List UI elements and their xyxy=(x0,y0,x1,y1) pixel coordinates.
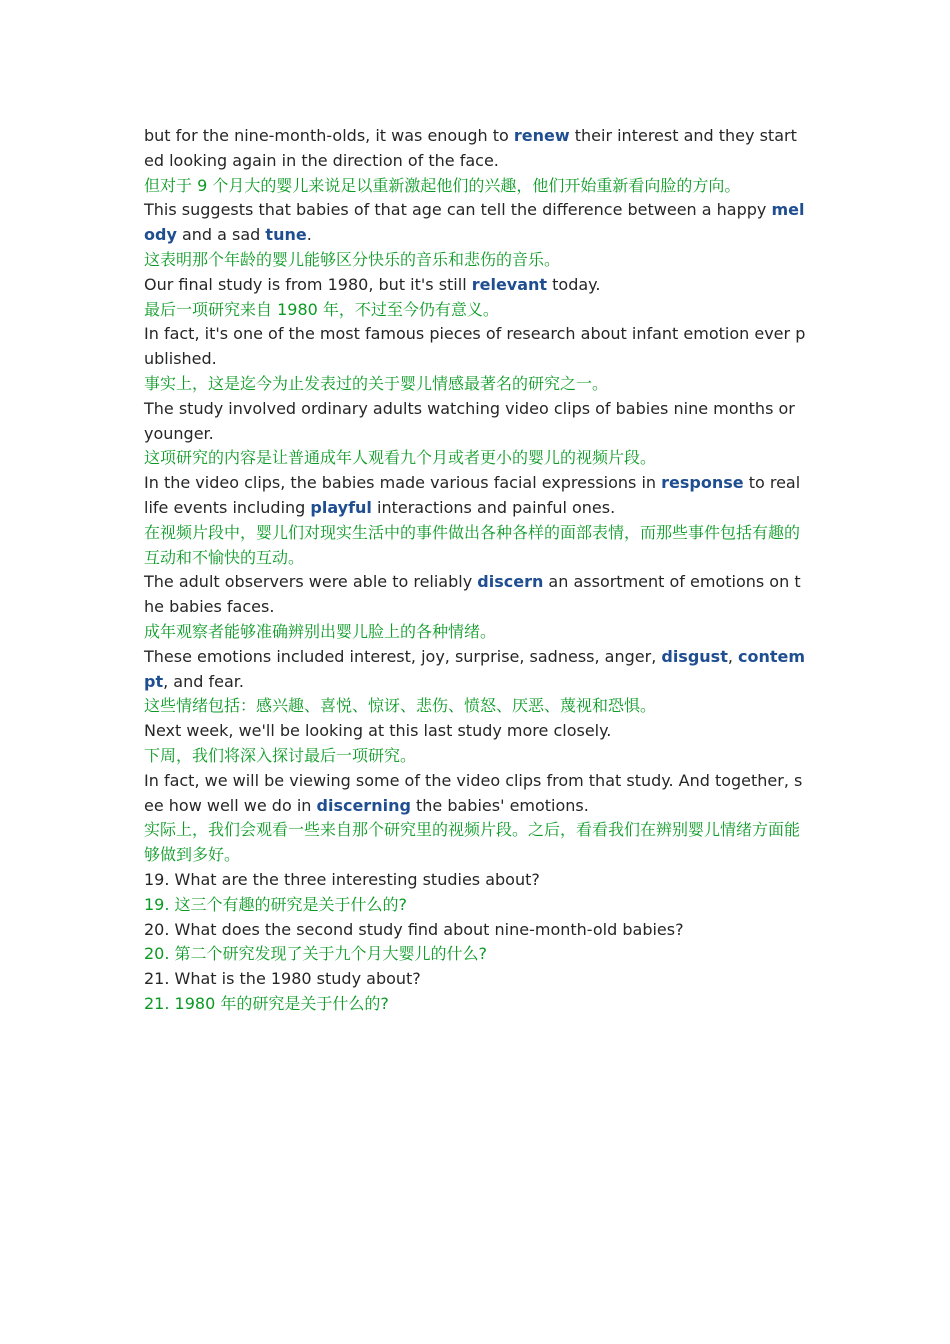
chinese-translation xyxy=(144,620,806,645)
vocabulary-keyword: response xyxy=(661,473,744,493)
chinese-translation xyxy=(144,942,806,967)
vocabulary-keyword: renew xyxy=(513,126,570,145)
chinese-translation xyxy=(144,446,806,471)
sentence-text: 20. 第二个研究发现了关于九个月大婴儿的什么? xyxy=(144,944,488,964)
sentence-text: 这表明那个年龄的婴儿能够区分快乐的音乐和悲伤的音乐。 xyxy=(144,249,561,269)
sentence-text: 这些情绪包括：感兴趣、喜悦、惊讶、悲伤、愤怒、厌恶、蔑视和恐惧。 xyxy=(144,696,657,716)
sentence-text: 20. What does the second study find about nine-month-old babies? xyxy=(144,919,684,939)
english-sentence xyxy=(144,918,806,943)
english-sentence xyxy=(144,967,806,992)
chinese-translation xyxy=(144,248,806,273)
sentence-text: In fact, it's one of the most famous pieces of research about infant emotion ever published. xyxy=(144,324,806,369)
sentence-text: 19. 这三个有趣的研究是关于什么的? xyxy=(144,894,408,914)
sentence-text: 事实上，这是迄今为止发表过的关于婴儿情感最著名的研究之一。 xyxy=(144,373,609,393)
sentence-text: 下周，我们将深入探讨最后一项研究。 xyxy=(144,745,417,765)
chinese-translation xyxy=(144,818,806,868)
sentence-text: Our final study is from 1980, but it's still xyxy=(144,274,472,294)
sentence-text: In fact, we will be viewing some of the video clips from that study. And together, see how well we do in xyxy=(144,770,803,815)
vocabulary-keyword: discerning xyxy=(316,795,411,815)
sentence-text: an assortment of emotions on the babies faces. xyxy=(144,572,801,617)
sentence-text: 19. What are the three interesting studies about? xyxy=(144,869,540,889)
english-sentence xyxy=(144,124,806,174)
english-sentence xyxy=(144,273,806,298)
sentence-text: . xyxy=(306,225,312,245)
chinese-translation xyxy=(144,174,806,199)
vocabulary-keyword: disgust xyxy=(661,646,728,666)
sentence-text: interactions and painful ones. xyxy=(371,497,616,517)
vocabulary-keyword: discern xyxy=(477,572,544,592)
english-sentence xyxy=(144,645,806,695)
document-page xyxy=(144,124,806,1017)
chinese-translation xyxy=(144,372,806,397)
vocabulary-keyword: contempt xyxy=(144,646,806,691)
sentence-text: These emotions included interest, joy, surprise, sadness, anger, xyxy=(144,646,662,666)
sentence-text: today. xyxy=(547,274,601,294)
sentence-text: 实际上，我们会观看一些来自那个研究里的视频片段。之后，看看我们在辨别婴儿情绪方面能够做到多好。 xyxy=(144,820,801,865)
sentence-text: 21. What is the 1980 study about? xyxy=(144,969,421,989)
english-sentence xyxy=(144,471,806,521)
sentence-text: 成年观察者能够准确辨别出婴儿脸上的各种情绪。 xyxy=(144,621,497,641)
chinese-translation xyxy=(144,298,806,323)
chinese-translation xyxy=(144,992,806,1017)
sentence-text: This suggests that babies of that age can tell the difference between a happy xyxy=(144,200,772,220)
sentence-text: The study involved ordinary adults watching video clips of babies nine months or younger. xyxy=(144,398,795,443)
sentence-text: 最后一项研究来自 1980 年，不过至今仍有意义。 xyxy=(144,299,499,319)
sentence-text: , and fear. xyxy=(163,671,244,691)
sentence-text: but for the nine-month-olds, it was enough to xyxy=(144,126,514,145)
chinese-translation xyxy=(144,521,806,571)
sentence-text: and a sad xyxy=(176,225,266,245)
vocabulary-keyword: melody xyxy=(144,200,805,245)
sentence-text: 但对于 9 个月大的婴儿来说足以重新激起他们的兴趣，他们开始重新看向脸的方向。 xyxy=(144,175,741,195)
english-sentence xyxy=(144,868,806,893)
english-sentence xyxy=(144,769,806,819)
sentence-text: The adult observers were able to reliably xyxy=(144,572,478,592)
sentence-text: , xyxy=(727,646,739,666)
sentence-text: to real life events including xyxy=(144,473,801,517)
chinese-translation xyxy=(144,893,806,918)
sentence-text: 这项研究的内容是让普通成年人观看九个月或者更小的婴儿的视频片段。 xyxy=(144,448,657,468)
english-sentence xyxy=(144,570,806,620)
sentence-text: In the video clips, the babies made various facial expressions in xyxy=(144,473,662,493)
english-sentence xyxy=(144,719,806,744)
english-sentence xyxy=(144,198,806,248)
sentence-text: Next week, we'll be looking at this last study more closely. xyxy=(144,721,612,741)
chinese-translation xyxy=(144,694,806,719)
sentence-text: 在视频片段中，婴儿们对现实生活中的事件做出各种各样的面部表情，而那些事件包括有趣的互动和不愉快的互动。 xyxy=(144,522,801,567)
vocabulary-keyword: tune xyxy=(265,225,307,245)
vocabulary-keyword: playful xyxy=(310,497,372,517)
sentence-text: their interest and they started looking again in the direction of the face. xyxy=(144,126,797,170)
chinese-translation xyxy=(144,744,806,769)
english-sentence xyxy=(144,322,806,372)
vocabulary-keyword: relevant xyxy=(471,274,548,294)
english-sentence xyxy=(144,397,806,447)
sentence-text: 21. 1980 年的研究是关于什么的? xyxy=(144,993,389,1013)
sentence-text: the babies' emotions. xyxy=(410,795,589,815)
